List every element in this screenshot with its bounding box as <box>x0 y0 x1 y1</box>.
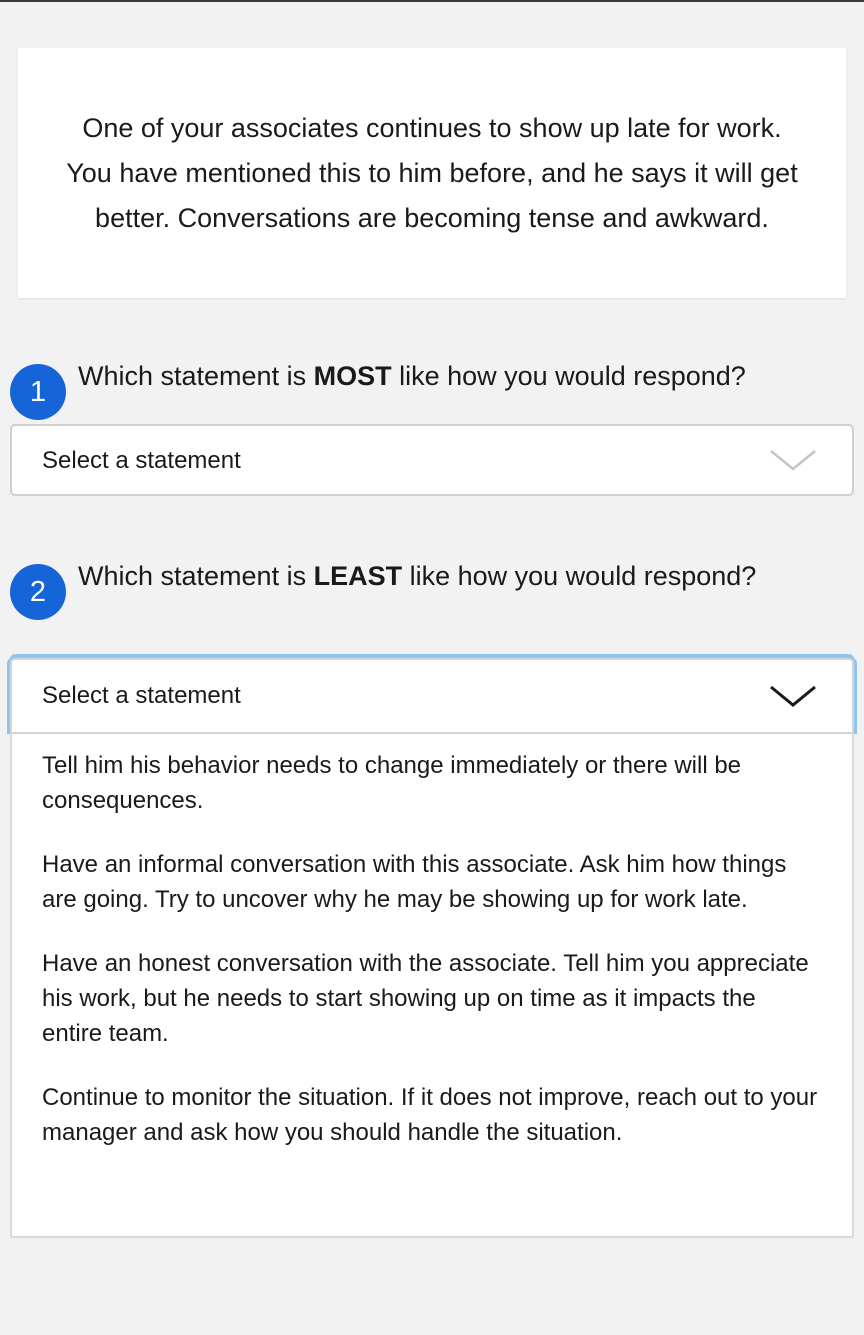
question-2-text: Which statement is LEAST like how you would respond? <box>78 561 757 591</box>
most-statement-select[interactable] <box>10 424 854 496</box>
chevron-down-icon <box>768 448 818 472</box>
statement-option-3[interactable]: Have an honest conversation with the associate. Tell him you appreciate his work, but he needs to start showing up on time as it impacts the entire team. <box>42 950 809 1047</box>
top-divider <box>0 0 864 2</box>
statement-options-list <box>10 734 854 1238</box>
statement-option-2[interactable]: Have an informal conversation with this associate. Ask him how things are going. Try to uncover why he may be showing up for work late. <box>42 851 787 913</box>
question-1 <box>10 352 860 412</box>
scenario-card <box>18 48 846 298</box>
question-2 <box>10 552 860 632</box>
question-1-text: Which statement is MOST like how you would respond? <box>78 361 746 391</box>
statement-option-4[interactable]: Continue to monitor the situation. If it does not improve, reach out to your manager and ask how you should handle the situation. <box>42 1084 818 1146</box>
select-placeholder: Select a statement <box>42 447 241 474</box>
scenario-text: One of your associates continues to show up late for work. You have mentioned this to him before, and he says it will get better. Conversations are becoming tense and awkward. <box>66 112 798 233</box>
chevron-down-icon <box>768 684 818 708</box>
least-statement-select[interactable] <box>10 658 854 734</box>
select-placeholder: Select a statement <box>42 682 241 709</box>
statement-option-1[interactable]: Tell him his behavior needs to change immediately or there will be consequences. <box>42 752 742 814</box>
question-number-badge: 2 <box>10 564 66 620</box>
question-number-badge: 1 <box>10 364 66 420</box>
